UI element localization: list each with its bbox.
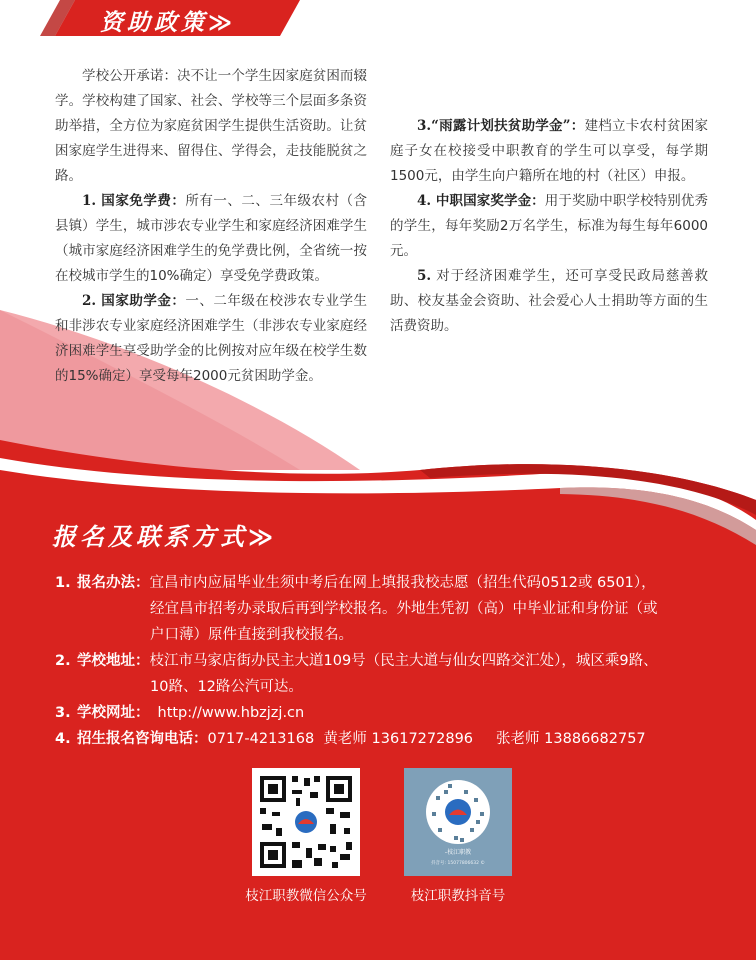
contact-row-enroll xyxy=(55,570,735,596)
contact-row-1-num: 1. xyxy=(55,575,71,591)
section-title-policy: 资助政策≫ xyxy=(100,10,237,36)
contact-row-2-line1: 枝江市马家店街办民主大道109号（民主大道与仙女四路交汇处），城区乘9路、 xyxy=(149,653,658,669)
wechat-qr-code[interactable] xyxy=(252,768,360,876)
policy-item-2 xyxy=(55,289,367,389)
policy-left-column xyxy=(55,64,367,389)
contact-info xyxy=(55,570,735,752)
contact-row-1-line3: 户口薄）原件直接到我校报名。 xyxy=(150,627,353,643)
contact-row-4-num: 4. xyxy=(55,731,71,747)
douyin-qr-icon xyxy=(404,768,512,876)
douyin-name: -枝江职教 xyxy=(444,849,472,856)
policy-item-4 xyxy=(390,189,708,264)
policy-item-1-text: 所有一、二、三年级农村（含县镇）学生，城市涉农专业学生和家庭经济困难学生（城市家庭经济困难学生的免学费比例，全省统一按在校城市学生的10%确定）享受免学费政策。 xyxy=(55,193,368,284)
policy-item-5-label: 5. xyxy=(417,268,432,284)
contact-row-website xyxy=(55,700,735,726)
douyin-qr-code[interactable] xyxy=(404,768,512,876)
contact-row-1-line1: 宜昌市内应届毕业生须中考后在网上填报我校志愿（招生代码0512或 6501）， xyxy=(149,575,656,591)
contact-row-3-num: 3. xyxy=(55,705,71,721)
wechat-qr-icon xyxy=(252,768,360,876)
contact-row-3-label: 学校网址： xyxy=(77,705,150,721)
contact-row-2-line2: 10路、12路公汽可达。 xyxy=(150,679,303,695)
policy-item-5 xyxy=(390,264,708,339)
contact-row-1-line2: 经宜昌市招考办录取后再到学校报名。外地生凭初（高）中毕业证和身份证（或 xyxy=(150,601,658,617)
section-title-contact: 报名及联系方式≫ xyxy=(52,523,278,551)
douyin-id: 抖音号: 15077806632 © xyxy=(431,861,485,866)
policy-intro: 学校公开承诺：决不让一个学生因家庭贫困而辍学。学校构建了国家、社会、学校等三个层面多条资助举措，全方位为家庭贫困学生提供生活资助。让贫困家庭学生进得来、留得住、学得会，走技能脱贫之路。 xyxy=(55,68,367,184)
contact-row-1-label: 报名办法： xyxy=(77,575,150,591)
contact-row-4-label: 招生报名咨询电话： xyxy=(77,731,208,747)
contact-row-phone xyxy=(55,726,735,752)
policy-item-2-label: 2. 国家助学金： xyxy=(82,293,186,309)
policy-right-column xyxy=(390,64,708,339)
policy-item-3-text: 建档立卡农村贫困家庭子女在校接受中职教育的学生可以享受，每学期1500元，由学生向户籍所在地的村（社区）申报。 xyxy=(390,118,709,184)
contact-phone-numbers: 0717-4213168 黄老师 13617272896 张老师 13886682757 xyxy=(207,731,646,747)
contact-row-address xyxy=(55,648,735,674)
policy-item-3-label: 3.“雨露计划扶贫助学金”： xyxy=(417,118,585,134)
policy-item-4-text: 用于奖励中职学校特别优秀的学生，每年奖励2万名学生，标准为每生每年6000元。 xyxy=(390,193,709,259)
website-link[interactable]: http://www.hbzjzj.cn xyxy=(157,705,305,721)
policy-item-5-text: 对于经济困难学生，还可享受民政局慈善救助、校友基金会资助、社会爱心人士捐助等方面的生活费资助。 xyxy=(390,268,708,334)
douyin-qr-caption: 枝江职教抖音号 xyxy=(410,888,506,904)
policy-item-2-text: 一、二年级在校涉农专业学生和非涉农专业家庭经济困难学生（非涉农专业家庭经济困难学生享受助学金的比例按对应年级在校学生数的15%确定）享受每年2000元贫困助学金。 xyxy=(55,293,368,384)
policy-item-4-label: 4. 中职国家奖学金： xyxy=(417,193,545,209)
policy-item-1 xyxy=(55,189,367,289)
contact-row-2-num: 2. xyxy=(55,653,71,669)
contact-row-2-label: 学校地址： xyxy=(77,653,150,669)
wechat-qr-caption: 枝江职教微信公众号 xyxy=(245,888,367,904)
policy-item-1-label: 1. 国家免学费： xyxy=(82,193,186,209)
policy-item-3 xyxy=(390,114,708,189)
